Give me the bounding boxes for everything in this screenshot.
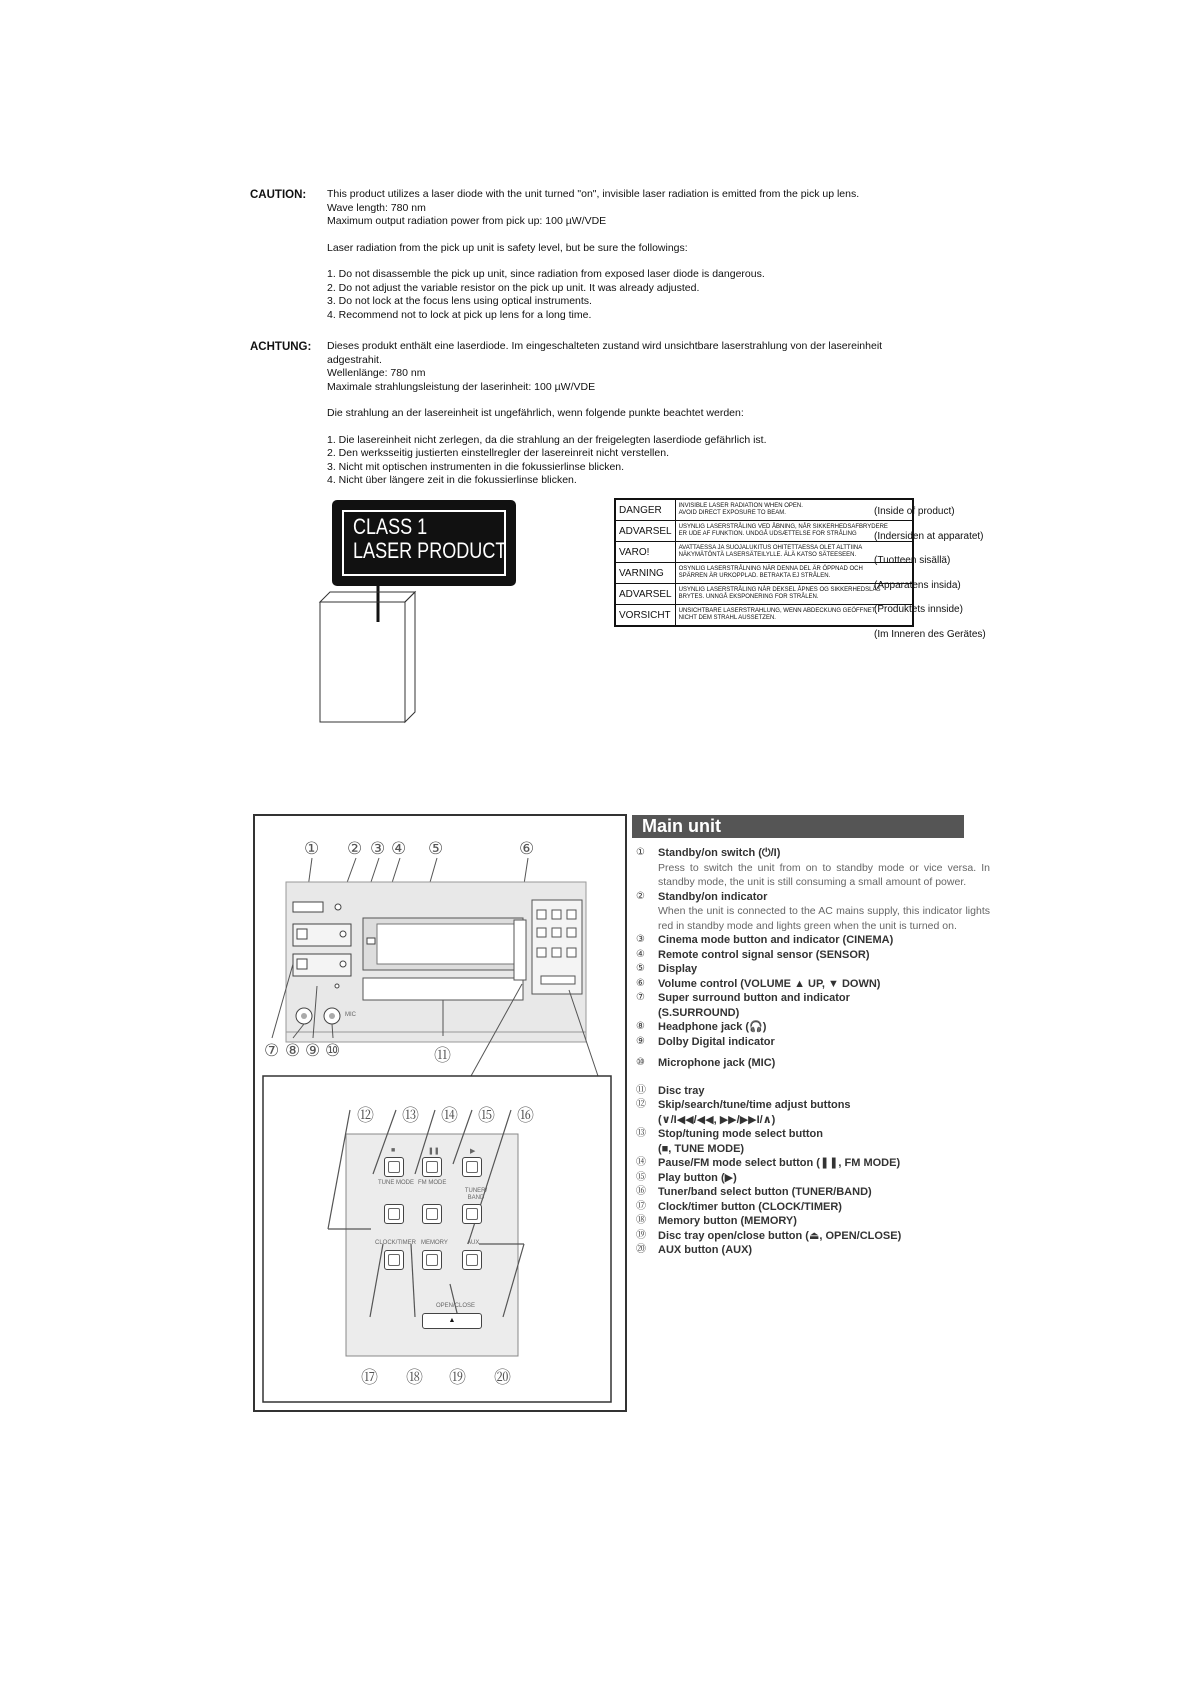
achtung-item: 3. Nicht mit optischen instrumenten in die fokussierlinse blicken. (327, 460, 625, 473)
list-item: ⑧ Headphone jack (🎧) (636, 1021, 767, 1033)
caution-item: 1. Do not disassemble the pick up unit, since radiation from exposed laser diode is dangerous. (327, 268, 765, 280)
achtung-line: Maximale strahlungsleistung der laserinheit: 100 µW/VDE (327, 380, 596, 393)
list-item: ③ Cinema mode button and indicator (CINEMA) (636, 934, 894, 946)
list-item: (∨/I◀◀/◀◀, ▶▶/▶▶I/∧) (658, 1113, 776, 1126)
stop-symbol: ■ (391, 1147, 396, 1154)
callout-17: ⑰ (361, 1368, 378, 1387)
callout-3: ③ (370, 839, 386, 858)
list-item: ① Standby/on switch (⏻/I) (636, 847, 781, 859)
aux-label: AUX (467, 1240, 480, 1246)
list-item: ⑳ AUX button (AUX) (636, 1244, 753, 1256)
achtung-label: ACHTUNG: (250, 341, 312, 353)
skip-back-button[interactable] (384, 1204, 404, 1224)
warning-message: USYNLIG LASERSTRÅLING NÅR DEKSEL ÅPNES OG SIKKERHEDSLÅS BRYTES. UNNGÅ EKSPONERING FOR STRÅLEN. (675, 584, 913, 605)
achtung-item: 1. Die lasereinheit nicht zerlegen, da die strahlung an der freigelegten laserdiode gefährlich ist. (327, 433, 767, 446)
warning-row (615, 584, 913, 605)
warning-location: (Indersiden at apparatet) (874, 530, 984, 542)
caution-line: Laser radiation from the pick up unit is safety level, but be sure the followings: (327, 241, 688, 254)
callout-5: ⑤ (428, 839, 444, 858)
pause-symbol: ❚❚ (428, 1148, 440, 1155)
warning-lang: VARO! (615, 542, 675, 563)
pause-button[interactable] (422, 1157, 442, 1177)
warning-location: (Apparatens insida) (874, 579, 961, 591)
list-item: ⑥ Volume control (VOLUME ▲ UP, ▼ DOWN) (636, 977, 881, 990)
warning-message: AVATTAESSA JA SUOJALUKITUS OHITETTAESSA OLET ALTTIINA NÄKYMÄTÖNTÄ LASERSÄTEILYLLE. ÄLÄ KATSO SÄTEESEEN. (675, 542, 913, 563)
callout-11: ⑪ (434, 1046, 451, 1065)
open-close-button[interactable] (422, 1313, 482, 1329)
warning-lang: DANGER (615, 499, 675, 521)
caution-label: CAUTION: (250, 189, 307, 201)
caution-line: Maximum output radiation power from pick up: 100 µW/VDE (327, 215, 607, 227)
callout-4: ④ (391, 839, 407, 858)
tune-mode-label: TUNE MODE (378, 1180, 414, 1186)
list-item: (■, TUNE MODE) (658, 1142, 745, 1155)
laser-warning-table (614, 498, 914, 627)
achtung-text (327, 340, 882, 488)
caution-item: 2. Do not adjust the variable resistor on the pick up unit. It was already adjusted. (327, 281, 700, 294)
warning-lang: VORSICHT (615, 605, 675, 627)
list-item: ② Standby/on indicator (636, 890, 768, 903)
callout-6: ⑥ (519, 839, 535, 858)
warning-location: (Inside of product) (874, 506, 955, 517)
warning-lang: VARNING (615, 563, 675, 584)
warning-row (615, 542, 913, 563)
achtung-item: 2. Den werksseitig justierten einstellregler der lasereinreit nicht verstellen. (327, 447, 669, 459)
list-item: ⑨ Dolby Digital indicator (636, 1035, 775, 1048)
mic-label: MIC (345, 1012, 356, 1018)
list-item: ⑰ Clock/timer button (CLOCK/TIMER) (636, 1200, 842, 1213)
play-button[interactable] (462, 1157, 482, 1177)
warning-location: (Produktets innside) (874, 604, 963, 615)
eject-icon: ▲ (448, 1317, 456, 1324)
warning-location: (Im Inneren des Gerätes) (874, 628, 986, 640)
callout-10: ⑩ (325, 1041, 341, 1060)
laser-class-label (332, 500, 516, 586)
stop-button[interactable] (384, 1157, 404, 1177)
skip-forward-button[interactable] (422, 1204, 442, 1224)
list-item: When the unit is connected to the AC mains supply, this indicator lights red in standby mode and lights green when the unit is turned on. (658, 905, 990, 932)
list-item: (S.SURROUND) (658, 1006, 740, 1019)
warning-row (615, 499, 913, 521)
warning-locations (874, 500, 986, 647)
fm-mode-label: FM MODE (418, 1180, 447, 1186)
memory-label: MEMORY (421, 1240, 448, 1246)
warning-row (615, 563, 913, 584)
callout-15: ⑮ (478, 1106, 495, 1125)
callout-9: ⑨ (305, 1041, 321, 1060)
warning-location: (Tuotteen sisällä) (874, 555, 951, 566)
laser-label-line: LASER PRODUCT (353, 538, 507, 563)
memory-button[interactable] (422, 1250, 442, 1270)
play-symbol: ▶ (470, 1148, 476, 1155)
list-item: ⑭ Pause/FM mode select button (❚❚, FM MODE) (636, 1157, 901, 1169)
list-item: Press to switch the unit from on to standby mode or vice versa. In standby mode, the unit is still consuming a small amount of power. (658, 861, 990, 888)
main-unit-title: Main unit (632, 815, 964, 838)
callout-20: ⑳ (494, 1368, 511, 1387)
clock-timer-button[interactable] (384, 1250, 404, 1270)
aux-button[interactable] (462, 1250, 482, 1270)
callout-8: ⑧ (285, 1041, 301, 1060)
list-item: ⑪ Disc tray (636, 1084, 705, 1097)
achtung-line: Dieses produkt enthält eine laserdiode. Im eingeschalteten zustand wird unsichtbare laserstrahlung von der lasereinheit (327, 340, 883, 352)
warning-lang: ADVARSEL (615, 521, 675, 542)
list-item: ⑯ Tuner/band select button (TUNER/BAND) (636, 1186, 872, 1198)
caution-item: 3. Do not lock at the focus lens using optical instruments. (327, 295, 592, 307)
caution-line: Wave length: 780 nm (327, 201, 426, 214)
list-item: ⑤ Display (636, 963, 698, 975)
callout-12: ⑫ (357, 1106, 374, 1125)
warning-message: USYNLIG LASERSTRÅLING VED ÅBNING, NÅR SIKKERHEDSAFBRYDERE ER UDE AF FUNKTION. UNDGÅ UDSÆTTELSE FOR STRÅLING (675, 521, 913, 542)
list-item: ⑩ Microphone jack (MIC) (636, 1057, 776, 1069)
warning-row (615, 521, 913, 542)
achtung-line: Wellenlänge: 780 nm (327, 367, 426, 379)
clock-timer-label: CLOCK/TIMER (375, 1240, 417, 1246)
list-item: ④ Remote control signal sensor (SENSOR) (636, 948, 870, 961)
callout-19: ⑲ (449, 1368, 466, 1387)
achtung-line: Die strahlung an der lasereinheit ist ungefährlich, wenn folgende punkte beachtet werden: (327, 407, 744, 419)
achtung-line: adgestrahit. (327, 353, 382, 366)
tuner-band-button[interactable] (462, 1204, 482, 1224)
callout-14: ⑭ (441, 1106, 458, 1125)
warning-message: INVISIBLE LASER RADIATION WHEN OPEN. AVOID DIRECT EXPOSURE TO BEAM. (675, 499, 913, 521)
callout-7: ⑦ (264, 1041, 280, 1060)
caution-text (327, 188, 859, 322)
warning-message: UNSICHTBARE LASERSTRAHLUNG, WENN ABDECKUNG GEÖFFNET. NICHT DEM STRAHL AUSSETZEN. (675, 605, 913, 627)
laser-label-line: CLASS 1 (353, 514, 428, 539)
warning-lang: ADVARSEL (615, 584, 675, 605)
warning-row (615, 605, 913, 627)
achtung-item: 4. Nicht über längere zeit in die fokussierlinse blicken. (327, 474, 577, 486)
list-item: ⑱ Memory button (MEMORY) (636, 1215, 797, 1227)
callout-18: ⑱ (406, 1368, 423, 1387)
callout-2: ② (347, 839, 363, 858)
caution-line: This product utilizes a laser diode with the unit turned "on", invisible laser radiation is emitted from the pick up lens. (327, 188, 860, 200)
list-item: ⑲ Disc tray open/close button (⏏, OPEN/CLOSE) (636, 1229, 902, 1242)
open-close-label: OPEN/CLOSE (436, 1303, 476, 1309)
warning-message: OSYNLIG LASERSTRÅLNING NÄR DENNA DEL ÄR ÖPPNAD OCH SPÄRREN ÄR URKOPPLAD. BETRAKTA EJ STRÅLEN. (675, 563, 913, 584)
list-item: ⑦ Super surround button and indicator (636, 992, 850, 1004)
product-box-illustration (310, 580, 430, 725)
list-item: ⑬ Stop/tuning mode select button (636, 1128, 823, 1140)
main-unit-list (636, 846, 990, 1258)
list-item: ⑫ Skip/search/tune/time adjust buttons (636, 1099, 851, 1111)
tuner-band-label: TUNER/ BAND (464, 1188, 488, 1201)
callout-13: ⑬ (402, 1106, 419, 1125)
callout-16: ⑯ (517, 1106, 534, 1125)
callout-1: ① (304, 839, 320, 858)
caution-item: 4. Recommend not to lock at pick up lens for a long time. (327, 308, 592, 321)
list-item: ⑮ Play button (▶) (636, 1171, 737, 1184)
